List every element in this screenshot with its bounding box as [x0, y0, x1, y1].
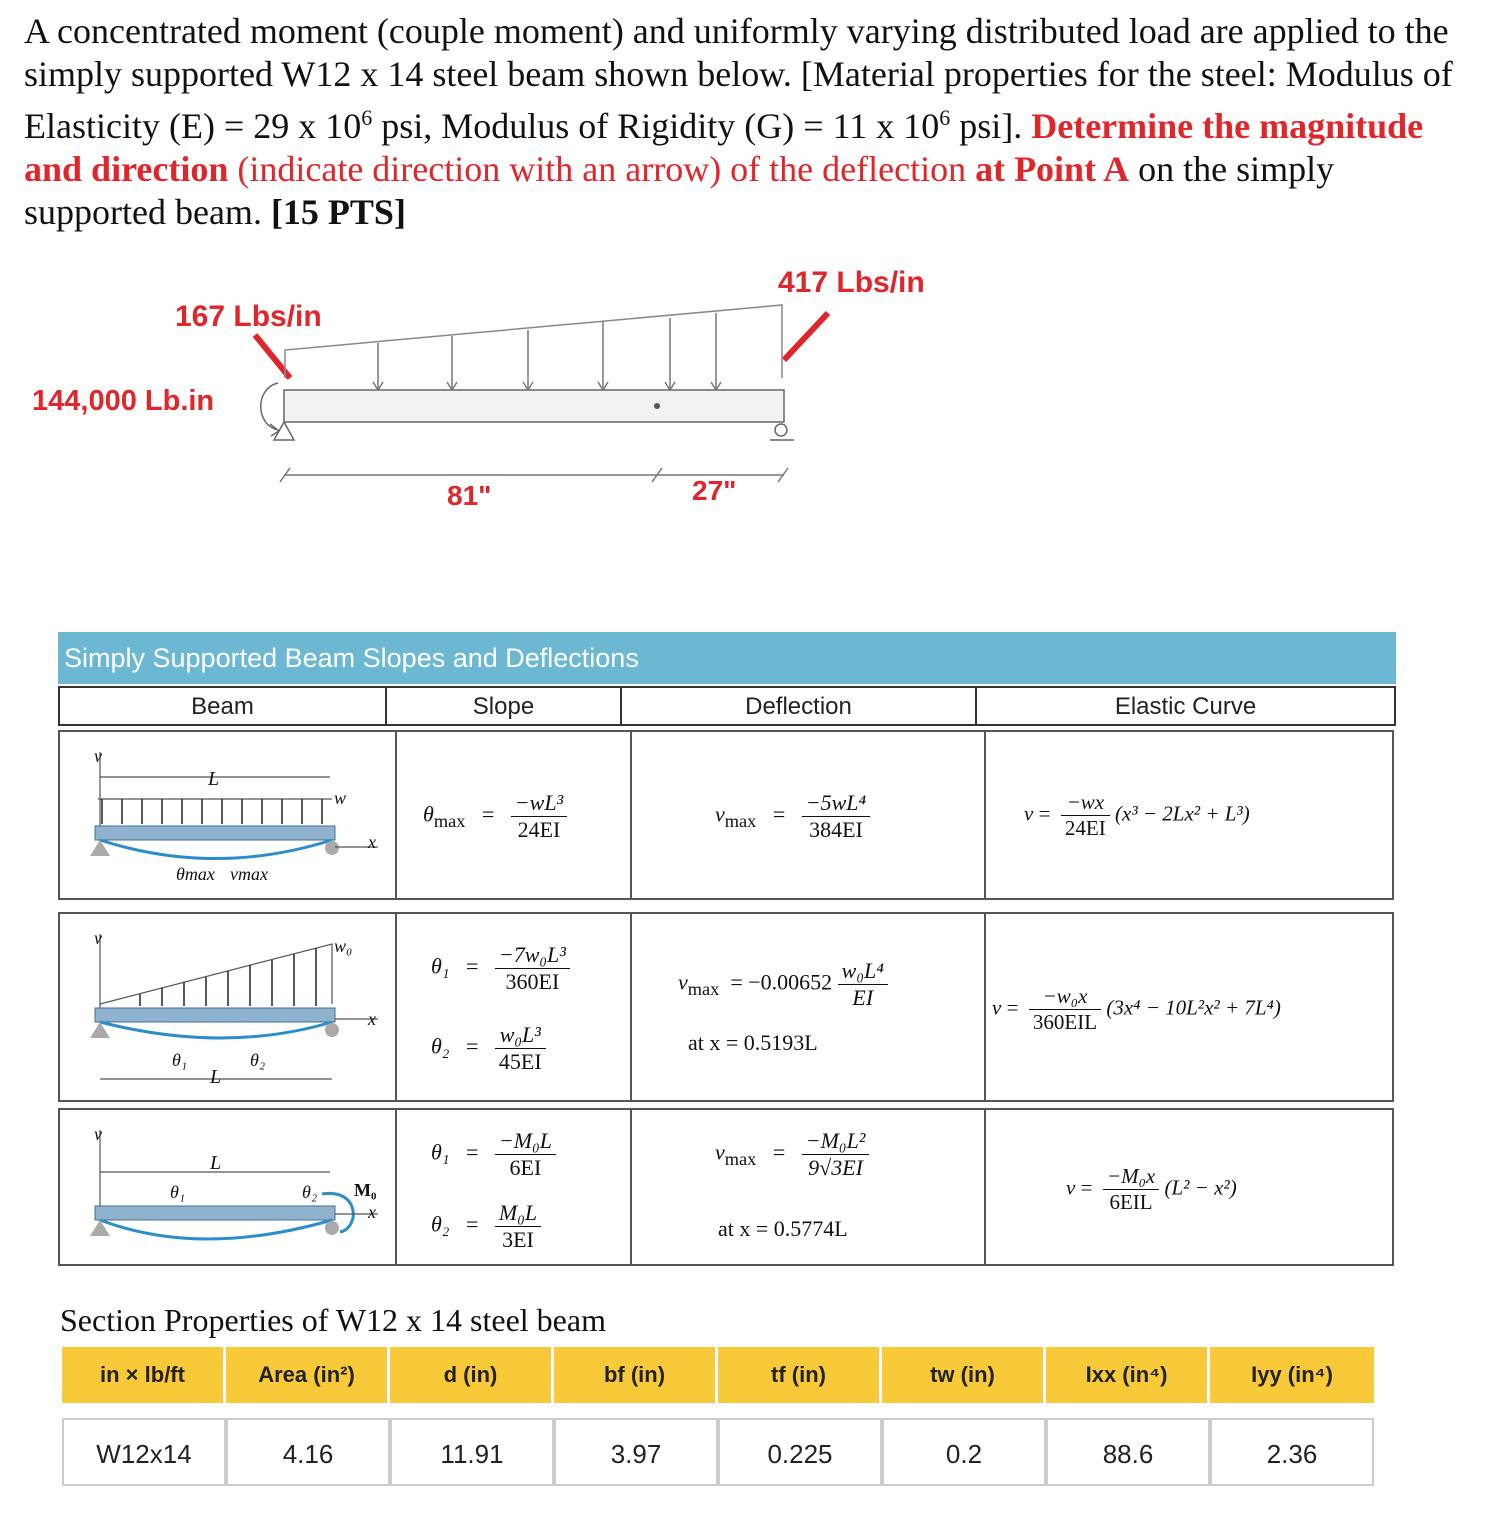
section-header: in × lb/ft	[62, 1347, 226, 1403]
section-header: tw (in)	[882, 1347, 1046, 1403]
deflection-cell	[630, 732, 986, 898]
fig-v-label: v	[94, 928, 102, 948]
load-arrows	[373, 313, 721, 390]
load-left-label: 167 Lbs/in	[175, 300, 322, 333]
section-value: 88.6	[1046, 1418, 1210, 1486]
table-row	[58, 1108, 1394, 1266]
elastic-curve-cell	[984, 1110, 1396, 1264]
fig-x-label: x	[368, 1009, 376, 1029]
slope-theta1: θ₁ = $\frac{\text{−7w₀L³}}{360EI}$	[431, 942, 570, 995]
load-right-pointer	[784, 313, 828, 360]
beam-diagram-udl	[60, 732, 390, 897]
span-2-label: 27"	[692, 475, 737, 506]
fig-theta2-label: θ₂	[302, 1182, 318, 1202]
fig-x-label: x	[368, 1202, 376, 1222]
span-1-label: 81"	[447, 480, 492, 511]
table-row	[58, 912, 1394, 1102]
beam-diagram-moment	[60, 1110, 390, 1265]
moment-label: 144,000 Lb.in	[32, 385, 215, 417]
problem-text-3: psi].	[950, 106, 1032, 146]
beam-body	[284, 390, 784, 422]
roller-support	[775, 424, 787, 436]
section-title: Section Properties of W12 x 14 steel beam	[60, 1302, 606, 1338]
fig-v-label: v	[94, 746, 102, 766]
elastic-curve-cell	[984, 732, 1396, 898]
header-beam: Beam	[58, 686, 387, 726]
beam-sketch	[0, 0, 1497, 560]
slope-cell	[395, 1110, 632, 1264]
section-value: 4.16	[226, 1418, 390, 1486]
point-a-dot	[654, 403, 660, 409]
section-header: tf (in)	[718, 1347, 882, 1403]
beam-cell	[60, 732, 397, 898]
header-slope: Slope	[385, 686, 622, 726]
fig-v-label: v	[94, 1124, 102, 1144]
elastic-curve-cell	[984, 914, 1396, 1100]
pin-support	[274, 422, 294, 440]
slope-theta2: θ₂ = $\frac{\text{M₀L}}{3EI}$	[431, 1200, 541, 1253]
header-elastic-curve: Elastic Curve	[975, 686, 1396, 726]
instruction-text: (indicate direction with an arrow) of the deflection	[228, 149, 976, 189]
deflection-cell	[630, 1110, 986, 1264]
instruction-bold: Determine the magnitude and direction	[24, 106, 1424, 189]
slope-cell	[395, 914, 632, 1100]
section-header: d (in)	[390, 1347, 554, 1403]
deflection-location: at x = 0.5193L	[688, 1030, 818, 1055]
problem-text: A concentrated moment (couple moment) and uniformly varying distributed load are applied to the simply supported W12 x 14 steel beam shown below. [Material properties for the steel: Modulus of Elasticity (E) = 29 x 10	[24, 11, 1453, 146]
fig-length-label: L	[210, 1066, 222, 1088]
beam-cell	[60, 914, 397, 1100]
fig-moment-label: M₀	[354, 1180, 377, 1200]
section-header: Ixx (in⁴)	[1046, 1347, 1210, 1403]
fig-x-label: x	[368, 832, 376, 852]
moment-arc	[261, 383, 278, 430]
deflection-formula: $v_{max}$ = $\frac{\text{−5wL⁴}}{384EI}$	[715, 790, 870, 843]
elastic-curve-formula: v = $\frac{-wx}{24EI}$ (x³ − 2Lx² + L³)	[1024, 790, 1250, 840]
beam-table-title: Simply Supported Beam Slopes and Deflections	[58, 632, 1396, 684]
deflection-cell	[630, 914, 986, 1100]
slope-theta2: θ₂ = $\frac{\text{w₀L³}}{45EI}$	[431, 1022, 546, 1075]
section-value: 3.97	[554, 1418, 718, 1486]
section-value: 0.2	[882, 1418, 1046, 1486]
table-row	[58, 730, 1394, 900]
section-value: 0.225	[718, 1418, 882, 1486]
fig-theta-label: θmax	[176, 864, 215, 884]
fig-load-label: w₀	[334, 936, 353, 956]
section-value: W12x14	[62, 1418, 226, 1486]
fig-length-label: L	[210, 1152, 222, 1174]
beam-cell	[60, 1110, 397, 1264]
section-value: 11.91	[390, 1418, 554, 1486]
slope-formula: $\theta_{max}$ = $\frac{\text{−wL³}}{24EI}$	[423, 790, 567, 843]
deflection-location: at x = 0.5774L	[718, 1216, 848, 1241]
elastic-curve-formula: v = $\frac{\text{−w₀x}}{\text{360EIL}}$ (3x⁴ − 10L²x² + 7L⁴)	[992, 984, 1281, 1034]
section-header: Area (in²)	[226, 1347, 390, 1403]
points-label: [15 PTS]	[270, 192, 406, 232]
problem-text-4: on the simply supported beam.	[24, 149, 1335, 232]
fig-theta1-label: θ₁	[170, 1182, 186, 1202]
deflection-formula: $v_{max}$ = $\frac{\text{−M₀L²}}{9√3EI}$	[715, 1128, 869, 1181]
slope-cell	[395, 732, 632, 898]
fig-load-label: w	[334, 788, 347, 808]
deflection-formula: $v_{max} = -0.00652$ $\frac{\text{w₀L⁴}}{EI}$	[678, 958, 888, 1011]
load-right-label: 417 Lbs/in	[778, 266, 925, 299]
header-deflection: Deflection	[620, 686, 977, 726]
superscript-g: 6	[939, 105, 951, 130]
load-outline	[285, 305, 782, 378]
fig-theta2-label: θ₂	[250, 1050, 266, 1070]
problem-text-2: psi, Modulus of Rigidity (G) = 11 x 10	[372, 106, 940, 146]
section-value: 2.36	[1210, 1418, 1374, 1486]
section-header: Iyy (in⁴)	[1210, 1347, 1374, 1403]
fig-vmax-label: vmax	[230, 864, 268, 884]
elastic-curve-formula: v = $\frac{\text{−M₀x}}{\text{6EIL}}$ (L² − x²)	[1066, 1164, 1237, 1214]
section-header: bf (in)	[554, 1347, 718, 1403]
instruction-point-a: at Point A	[975, 149, 1130, 189]
fig-theta1-label: θ₁	[172, 1050, 188, 1070]
fig-length-label: L	[208, 768, 220, 790]
slope-theta1: θ₁ = $\frac{\text{−M₀L}}{6EI}$	[431, 1128, 556, 1181]
superscript-e: 6	[361, 105, 373, 130]
